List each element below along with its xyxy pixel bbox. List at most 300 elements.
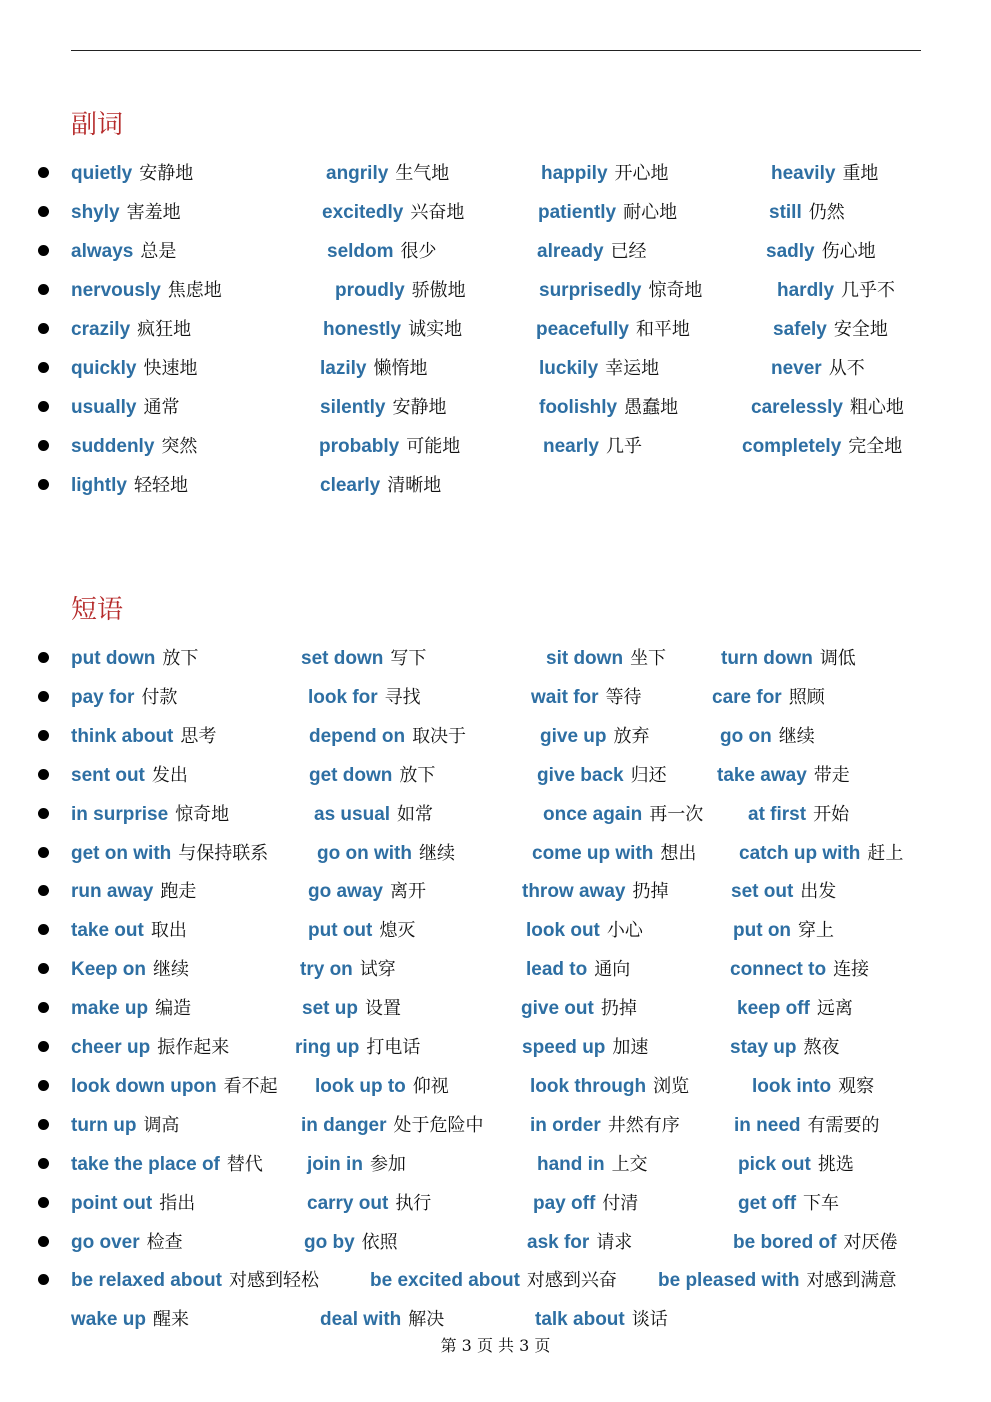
adverb-entry: [766, 236, 876, 267]
bullet-icon: [38, 1158, 49, 1169]
english-term: Keep on: [71, 959, 146, 981]
chinese-meaning: 仰视: [412, 1075, 449, 1097]
chinese-meaning: 寻找: [384, 686, 421, 708]
chinese-meaning: 醒来: [152, 1309, 189, 1331]
adverb-entry: [771, 158, 878, 189]
chinese-meaning: 坐下: [630, 648, 667, 669]
phrase-entry: [71, 643, 198, 674]
phrase-entry: [748, 799, 849, 830]
chinese-meaning: 参加: [369, 1153, 406, 1175]
chinese-meaning: 下车: [803, 1192, 840, 1214]
chinese-meaning: 谈话: [631, 1309, 668, 1331]
english-term: crazily: [71, 319, 131, 340]
bullet-icon: [38, 1041, 49, 1052]
phrase-entry: [526, 915, 643, 946]
phrase-entry: [733, 915, 834, 946]
bullet-icon: [38, 652, 49, 663]
chinese-meaning: 清晰地: [387, 475, 442, 496]
adverb-entry: [771, 353, 865, 384]
phrase-row: [0, 760, 991, 790]
chinese-meaning: 和平地: [635, 319, 690, 340]
top-rule: [71, 50, 921, 51]
adverb-entry: [320, 470, 441, 501]
phrase-row: [0, 721, 991, 751]
adverb-row: [0, 314, 991, 344]
phrase-entry: [308, 915, 415, 946]
english-term: excitedly: [322, 202, 404, 223]
phrase-row: [0, 1227, 991, 1257]
adverb-entry: [71, 470, 188, 501]
adverb-row: [0, 275, 991, 305]
adverb-row: [0, 470, 991, 500]
english-term: take away: [717, 764, 807, 786]
english-term: patiently: [538, 202, 617, 223]
phrase-entry: [71, 915, 187, 946]
english-term: set down: [301, 648, 384, 669]
english-term: get off: [738, 1192, 797, 1214]
english-term: come up with: [532, 842, 654, 864]
adverb-entry: [320, 353, 427, 384]
english-term: turn up: [71, 1114, 137, 1136]
phrase-entry: [71, 1188, 195, 1219]
bullet-icon: [38, 1119, 49, 1130]
phrase-entry: [712, 682, 825, 713]
chinese-meaning: 再一次: [649, 803, 704, 825]
chinese-meaning: 有需要的: [807, 1114, 880, 1136]
english-term: be pleased with: [658, 1270, 800, 1292]
english-term: set out: [731, 881, 794, 903]
english-term: get on with: [71, 842, 172, 864]
english-term: sadly: [766, 241, 815, 262]
chinese-meaning: 挑选: [817, 1153, 854, 1175]
english-term: heavily: [771, 163, 836, 184]
english-term: give out: [521, 998, 594, 1020]
english-term: look down upon: [71, 1075, 217, 1097]
phrase-row: [0, 1110, 991, 1140]
adverb-row: [0, 236, 991, 266]
english-term: in need: [734, 1114, 801, 1136]
chinese-meaning: 继续: [152, 959, 189, 981]
chinese-meaning: 付清: [602, 1192, 639, 1214]
phrase-row: [0, 1032, 991, 1062]
bullet-icon: [38, 1236, 49, 1247]
phrase-entry: [309, 760, 435, 791]
adverb-entry: [71, 314, 191, 345]
english-term: look for: [308, 686, 378, 708]
phrase-entry: [308, 876, 426, 907]
phrase-entry: [537, 1149, 648, 1180]
adverb-row: [0, 431, 991, 461]
phrase-entry: [309, 721, 466, 752]
adverb-entry: [335, 275, 466, 306]
adverb-entry: [71, 158, 193, 189]
phrase-entry: [720, 721, 815, 752]
chinese-meaning: 指出: [159, 1192, 196, 1214]
bullet-icon: [38, 245, 49, 256]
phrase-row: [0, 993, 991, 1023]
english-term: try on: [300, 959, 353, 981]
chinese-meaning: 伤心地: [821, 241, 876, 262]
chinese-meaning: 加速: [612, 1037, 649, 1058]
section-title-phrases: 短语: [71, 595, 124, 625]
phrase-entry: [730, 954, 869, 985]
chinese-meaning: 仍然: [808, 202, 845, 223]
english-term: be excited about: [370, 1270, 520, 1292]
chinese-meaning: 突然: [161, 436, 198, 457]
chinese-meaning: 疯狂地: [137, 319, 192, 340]
phrase-entry: [737, 993, 853, 1024]
chinese-meaning: 懒惰地: [373, 358, 428, 379]
phrase-entry: [71, 760, 188, 791]
english-term: take the place of: [71, 1153, 220, 1175]
chinese-meaning: 如常: [397, 803, 434, 825]
phrase-entry: [300, 954, 396, 985]
phrase-entry: [543, 799, 703, 830]
bullet-icon: [38, 479, 49, 490]
phrase-entry: [304, 1227, 398, 1258]
english-term: connect to: [730, 959, 827, 981]
adverb-entry: [539, 392, 678, 423]
phrase-entry: [546, 643, 666, 674]
chinese-meaning: 井然有序: [607, 1114, 680, 1136]
english-term: shyly: [71, 202, 120, 223]
chinese-meaning: 调高: [143, 1114, 180, 1136]
english-term: in danger: [301, 1114, 387, 1136]
english-term: cheer up: [71, 1037, 151, 1058]
chinese-meaning: 编造: [155, 998, 192, 1020]
english-term: go over: [71, 1231, 140, 1253]
bullet-icon: [38, 1002, 49, 1013]
chinese-meaning: 跑走: [160, 881, 197, 903]
english-term: talk about: [535, 1309, 625, 1331]
phrase-row: [0, 954, 991, 984]
phrase-entry: [308, 682, 421, 713]
english-term: suddenly: [71, 436, 155, 457]
bullet-icon: [38, 1197, 49, 1208]
phrase-entry: [71, 838, 268, 869]
chinese-meaning: 执行: [395, 1192, 432, 1214]
english-term: point out: [71, 1192, 153, 1214]
english-term: care for: [712, 686, 782, 708]
chinese-meaning: 远离: [816, 998, 853, 1020]
chinese-meaning: 付款: [141, 686, 178, 708]
phrase-row: [0, 838, 991, 868]
english-term: honestly: [323, 319, 402, 340]
english-term: proudly: [335, 280, 405, 301]
english-term: keep off: [737, 998, 810, 1020]
phrase-entry: [540, 721, 650, 752]
chinese-meaning: 可能地: [406, 436, 461, 457]
chinese-meaning: 幸运地: [605, 358, 660, 379]
chinese-meaning: 赶上: [867, 842, 904, 864]
english-term: hardly: [777, 280, 835, 301]
adverb-entry: [543, 431, 642, 462]
english-term: at first: [748, 803, 807, 825]
phrase-entry: [535, 1304, 668, 1335]
phrase-entry: [527, 1227, 632, 1258]
english-term: lazily: [320, 358, 367, 379]
english-term: carry out: [307, 1192, 389, 1214]
adverb-entry: [777, 275, 895, 306]
chinese-meaning: 通常: [143, 397, 180, 418]
adverb-entry: [320, 392, 446, 423]
english-term: stay up: [730, 1037, 797, 1058]
phrase-entry: [370, 1265, 617, 1296]
english-term: as usual: [314, 803, 391, 825]
adverb-entry: [751, 392, 904, 423]
adverb-entry: [773, 314, 888, 345]
adverb-entry: [327, 236, 437, 267]
english-term: hand in: [537, 1153, 605, 1175]
phrase-entry: [733, 1227, 897, 1258]
phrase-entry: [734, 1110, 880, 1141]
phrase-entry: [307, 1188, 431, 1219]
chinese-meaning: 打电话: [366, 1037, 421, 1058]
chinese-meaning: 总是: [140, 241, 177, 262]
english-term: carelessly: [751, 397, 843, 418]
english-term: in order: [530, 1114, 601, 1136]
phrase-row: [0, 643, 991, 673]
english-term: surprisedly: [539, 280, 642, 301]
chinese-meaning: 惊奇地: [175, 803, 230, 825]
chinese-meaning: 调低: [819, 648, 856, 669]
phrase-entry: [738, 1149, 854, 1180]
phrase-entry: [521, 993, 637, 1024]
phrase-row: [0, 1188, 991, 1218]
bullet-icon: [38, 730, 49, 741]
bullet-icon: [38, 1274, 49, 1285]
adverb-entry: [323, 314, 462, 345]
bullet-icon: [38, 847, 49, 858]
adverb-entry: [538, 197, 677, 228]
chinese-meaning: 取决于: [412, 725, 467, 747]
english-term: still: [769, 202, 802, 223]
phrase-entry: [320, 1304, 444, 1335]
chinese-meaning: 检查: [146, 1231, 183, 1253]
phrase-entry: [71, 721, 216, 752]
english-term: happily: [541, 163, 608, 184]
phrase-row: [0, 876, 991, 906]
chinese-meaning: 照顾: [788, 686, 825, 708]
chinese-meaning: 扔掉: [600, 998, 637, 1020]
chinese-meaning: 浏览: [653, 1075, 690, 1097]
phrase-row: [0, 1304, 991, 1334]
phrase-entry: [317, 838, 455, 869]
english-term: go on: [720, 725, 772, 747]
bullet-icon: [38, 924, 49, 935]
phrase-entry: [537, 760, 667, 791]
chinese-meaning: 从不: [828, 358, 865, 379]
phrase-entry: [739, 838, 903, 869]
chinese-meaning: 思考: [180, 725, 217, 747]
english-term: set up: [302, 998, 358, 1020]
page-footer: 第 3 页 共 3 页: [440, 1336, 551, 1355]
phrase-entry: [522, 876, 668, 907]
chinese-meaning: 归还: [630, 764, 667, 786]
adverb-entry: [71, 275, 222, 306]
english-term: go away: [308, 881, 383, 903]
bullet-icon: [38, 440, 49, 451]
english-term: angrily: [326, 163, 389, 184]
adverb-entry: [539, 275, 702, 306]
adverb-entry: [71, 353, 197, 384]
english-term: safely: [773, 319, 827, 340]
english-term: sit down: [546, 648, 624, 669]
english-term: quietly: [71, 163, 133, 184]
english-term: pick out: [738, 1153, 811, 1175]
phrase-entry: [71, 1110, 179, 1141]
phrase-entry: [531, 682, 642, 713]
english-term: wake up: [71, 1309, 146, 1331]
phrase-entry: [71, 799, 229, 830]
chinese-meaning: 试穿: [359, 959, 396, 981]
adverb-row: [0, 392, 991, 422]
chinese-meaning: 连接: [833, 959, 870, 981]
chinese-meaning: 轻轻地: [133, 475, 188, 496]
english-term: always: [71, 241, 134, 262]
english-term: completely: [742, 436, 842, 457]
chinese-meaning: 放下: [162, 648, 199, 669]
phrase-row: [0, 1265, 991, 1295]
adverb-entry: [742, 431, 902, 462]
phrase-entry: [721, 643, 856, 674]
chinese-meaning: 离开: [389, 881, 426, 903]
chinese-meaning: 请求: [596, 1231, 633, 1253]
chinese-meaning: 粗心地: [849, 397, 904, 418]
phrase-entry: [71, 993, 191, 1024]
english-term: already: [537, 241, 604, 262]
chinese-meaning: 放下: [399, 764, 436, 786]
adverb-entry: [537, 236, 647, 267]
phrase-entry: [71, 1149, 263, 1180]
english-term: seldom: [327, 241, 394, 262]
chinese-meaning: 设置: [364, 998, 401, 1020]
english-term: turn down: [721, 648, 813, 669]
adverb-entry: [536, 314, 690, 345]
chinese-meaning: 与保持联系: [178, 842, 269, 864]
english-term: luckily: [539, 358, 599, 379]
phrase-entry: [301, 643, 426, 674]
phrase-entry: [530, 1110, 680, 1141]
phrase-entry: [71, 1227, 183, 1258]
phrase-entry: [71, 1304, 189, 1335]
english-term: clearly: [320, 475, 381, 496]
adverb-entry: [326, 158, 449, 189]
chinese-meaning: 很少: [400, 241, 437, 262]
english-term: look up to: [315, 1075, 406, 1097]
phrase-entry: [314, 799, 433, 830]
chinese-meaning: 安静地: [139, 163, 194, 184]
bullet-icon: [38, 963, 49, 974]
english-term: ask for: [527, 1231, 590, 1253]
phrase-entry: [71, 1071, 278, 1102]
english-term: sent out: [71, 764, 145, 786]
chinese-meaning: 几乎不: [841, 280, 896, 301]
phrase-entry: [730, 1032, 840, 1063]
english-term: wait for: [531, 686, 599, 708]
bullet-icon: [38, 885, 49, 896]
chinese-meaning: 继续: [418, 842, 455, 864]
chinese-meaning: 通向: [594, 959, 631, 981]
english-term: depend on: [309, 725, 406, 747]
bullet-icon: [38, 691, 49, 702]
chinese-meaning: 取出: [150, 920, 187, 942]
phrase-entry: [717, 760, 850, 791]
english-term: silently: [320, 397, 386, 418]
chinese-meaning: 振作起来: [157, 1037, 230, 1058]
english-term: give up: [540, 725, 607, 747]
adverb-row: [0, 353, 991, 383]
phrase-entry: [71, 1032, 229, 1063]
english-term: peacefully: [536, 319, 629, 340]
adverb-entry: [539, 353, 659, 384]
chinese-meaning: 对感到满意: [806, 1270, 897, 1292]
english-term: pay for: [71, 686, 135, 708]
chinese-meaning: 看不起: [223, 1075, 278, 1097]
bullet-icon: [38, 323, 49, 334]
english-term: put out: [308, 920, 373, 942]
chinese-meaning: 耐心地: [623, 202, 678, 223]
chinese-meaning: 生气地: [395, 163, 450, 184]
chinese-meaning: 几乎: [605, 436, 642, 457]
phrase-row: [0, 682, 991, 712]
chinese-meaning: 熬夜: [803, 1037, 840, 1058]
english-term: put on: [733, 920, 792, 942]
phrase-entry: [532, 838, 696, 869]
phrase-entry: [301, 1110, 484, 1141]
bullet-icon: [38, 1080, 49, 1091]
chinese-meaning: 焦虑地: [167, 280, 222, 301]
chinese-meaning: 带走: [813, 764, 850, 786]
english-term: go on with: [317, 842, 412, 864]
bullet-icon: [38, 808, 49, 819]
bullet-icon: [38, 769, 49, 780]
phrase-entry: [752, 1071, 874, 1102]
english-term: catch up with: [739, 842, 861, 864]
english-term: put down: [71, 648, 156, 669]
phrase-entry: [302, 993, 401, 1024]
chinese-meaning: 处于危险中: [393, 1114, 484, 1136]
english-term: probably: [319, 436, 400, 457]
chinese-meaning: 扔掉: [632, 881, 669, 903]
chinese-meaning: 安全地: [833, 319, 888, 340]
english-term: look out: [526, 920, 600, 942]
adverb-row: [0, 197, 991, 227]
english-term: run away: [71, 881, 154, 903]
chinese-meaning: 开始: [813, 803, 850, 825]
phrase-row: [0, 1149, 991, 1179]
phrase-entry: [295, 1032, 420, 1063]
chinese-meaning: 发出: [151, 764, 188, 786]
adverb-entry: [71, 431, 197, 462]
adverb-entry: [322, 197, 464, 228]
phrase-entry: [315, 1071, 449, 1102]
phrase-entry: [658, 1265, 896, 1296]
chinese-meaning: 上交: [611, 1153, 648, 1175]
english-term: nearly: [543, 436, 599, 457]
adverb-entry: [71, 392, 179, 423]
adverb-entry: [71, 197, 181, 228]
bullet-icon: [38, 362, 49, 373]
chinese-meaning: 对感到兴奋: [526, 1270, 617, 1292]
bullet-icon: [38, 401, 49, 412]
chinese-meaning: 对厌倦: [843, 1231, 898, 1253]
chinese-meaning: 惊奇地: [648, 280, 703, 301]
english-term: join in: [307, 1153, 363, 1175]
phrase-entry: [533, 1188, 638, 1219]
chinese-meaning: 重地: [842, 163, 879, 184]
english-term: get down: [309, 764, 393, 786]
